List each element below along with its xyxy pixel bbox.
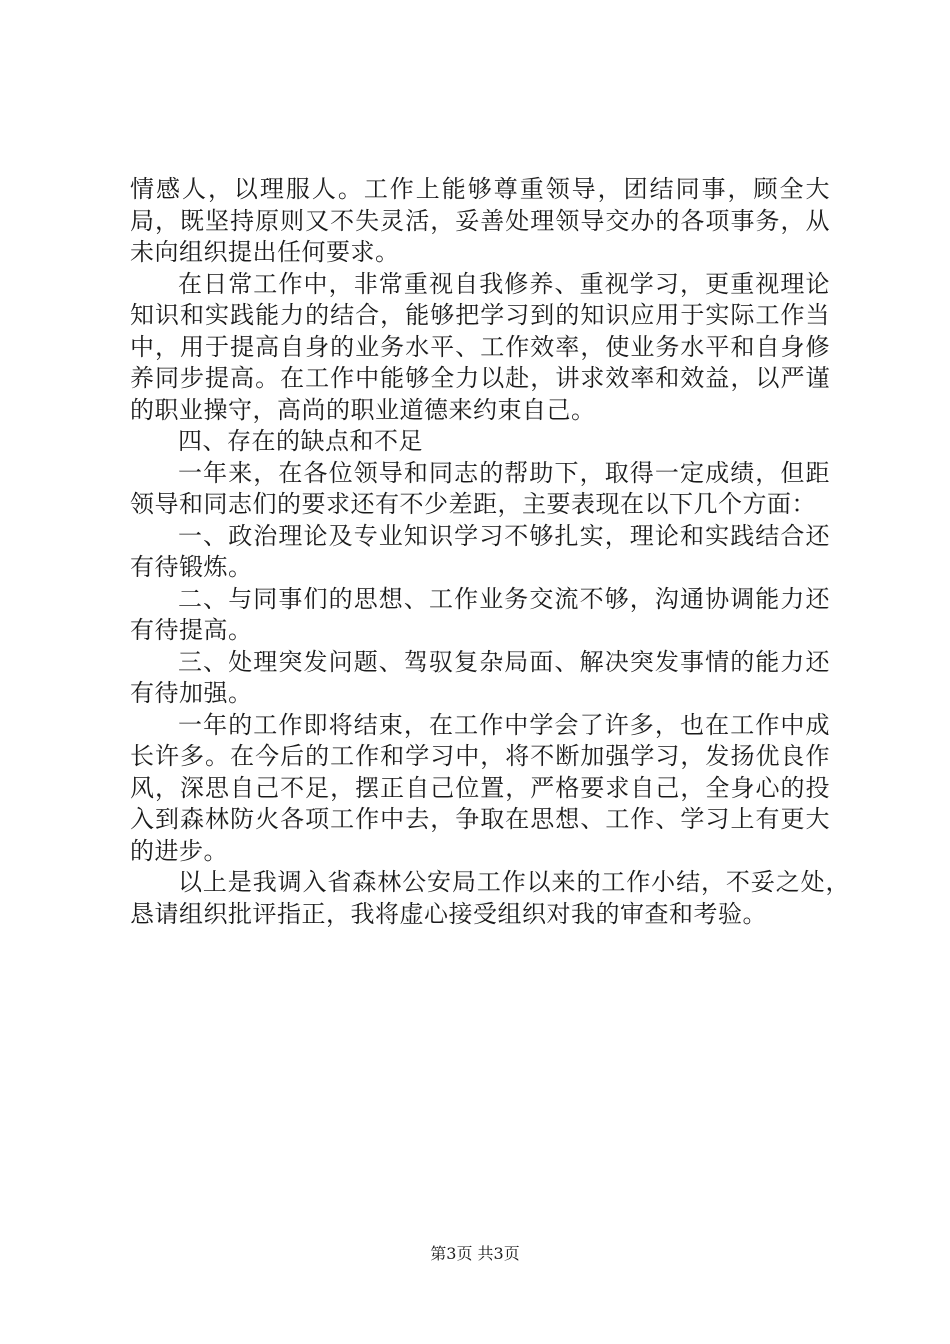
paragraph-conclusion: 以上是我调入省森林公安局工作以来的工作小结，不妥之处，恳请组织批评指正，我将虚心接受组织对我的审查和考验。 [130,868,850,928]
paragraph-continuation: 情感人，以理服人。工作上能够尊重领导，团结同事，顾全大局，既坚持原则又不失灵活，妥善处理领导交办的各项事务，从未向组织提出任何要求。 [130,175,830,266]
list-item-shortcoming-3: 三、处理突发问题、驾驭复杂局面、解决突发事情的能力还有待加强。 [130,647,830,707]
paragraph-self-improvement: 在日常工作中，非常重视自我修养、重视学习，更重视理论知识和实践能力的结合，能够把学习到的知识应用于实际工作当中，用于提高自身的业务水平、工作效率，使业务水平和自身修养同步提高。在工作中能够全力以赴，讲求效率和效益，以严谨的职业操守，高尚的职业道德来约束自己。 [130,269,830,424]
page-footer [0,1244,950,1264]
paragraph-shortcomings-intro: 一年来，在各位领导和同志的帮助下，取得一定成绩，但距领导和同志们的要求还有不少差距，主要表现在以下几个方面： [130,458,830,518]
page-number-label: 第3页 共3页 [430,1244,520,1263]
list-item-shortcoming-1: 一、政治理论及专业知识学习不够扎实，理论和实践结合还有待锻炼。 [130,521,830,581]
list-item-shortcoming-2: 二、与同事们的思想、工作业务交流不够，沟通协调能力还有待提高。 [130,584,830,644]
section-heading-shortcomings: 四、存在的缺点和不足 [178,427,423,455]
paragraph-outlook: 一年的工作即将结束，在工作中学会了许多，也在工作中成长许多。在今后的工作和学习中，将不断加强学习，发扬优良作风，深思自己不足，摆正自己位置，严格要求自己，全身心的投入到森林防火各项工作中去，争取在思想、工作、学习上有更大的进步。 [130,710,830,865]
document-body [130,174,850,930]
